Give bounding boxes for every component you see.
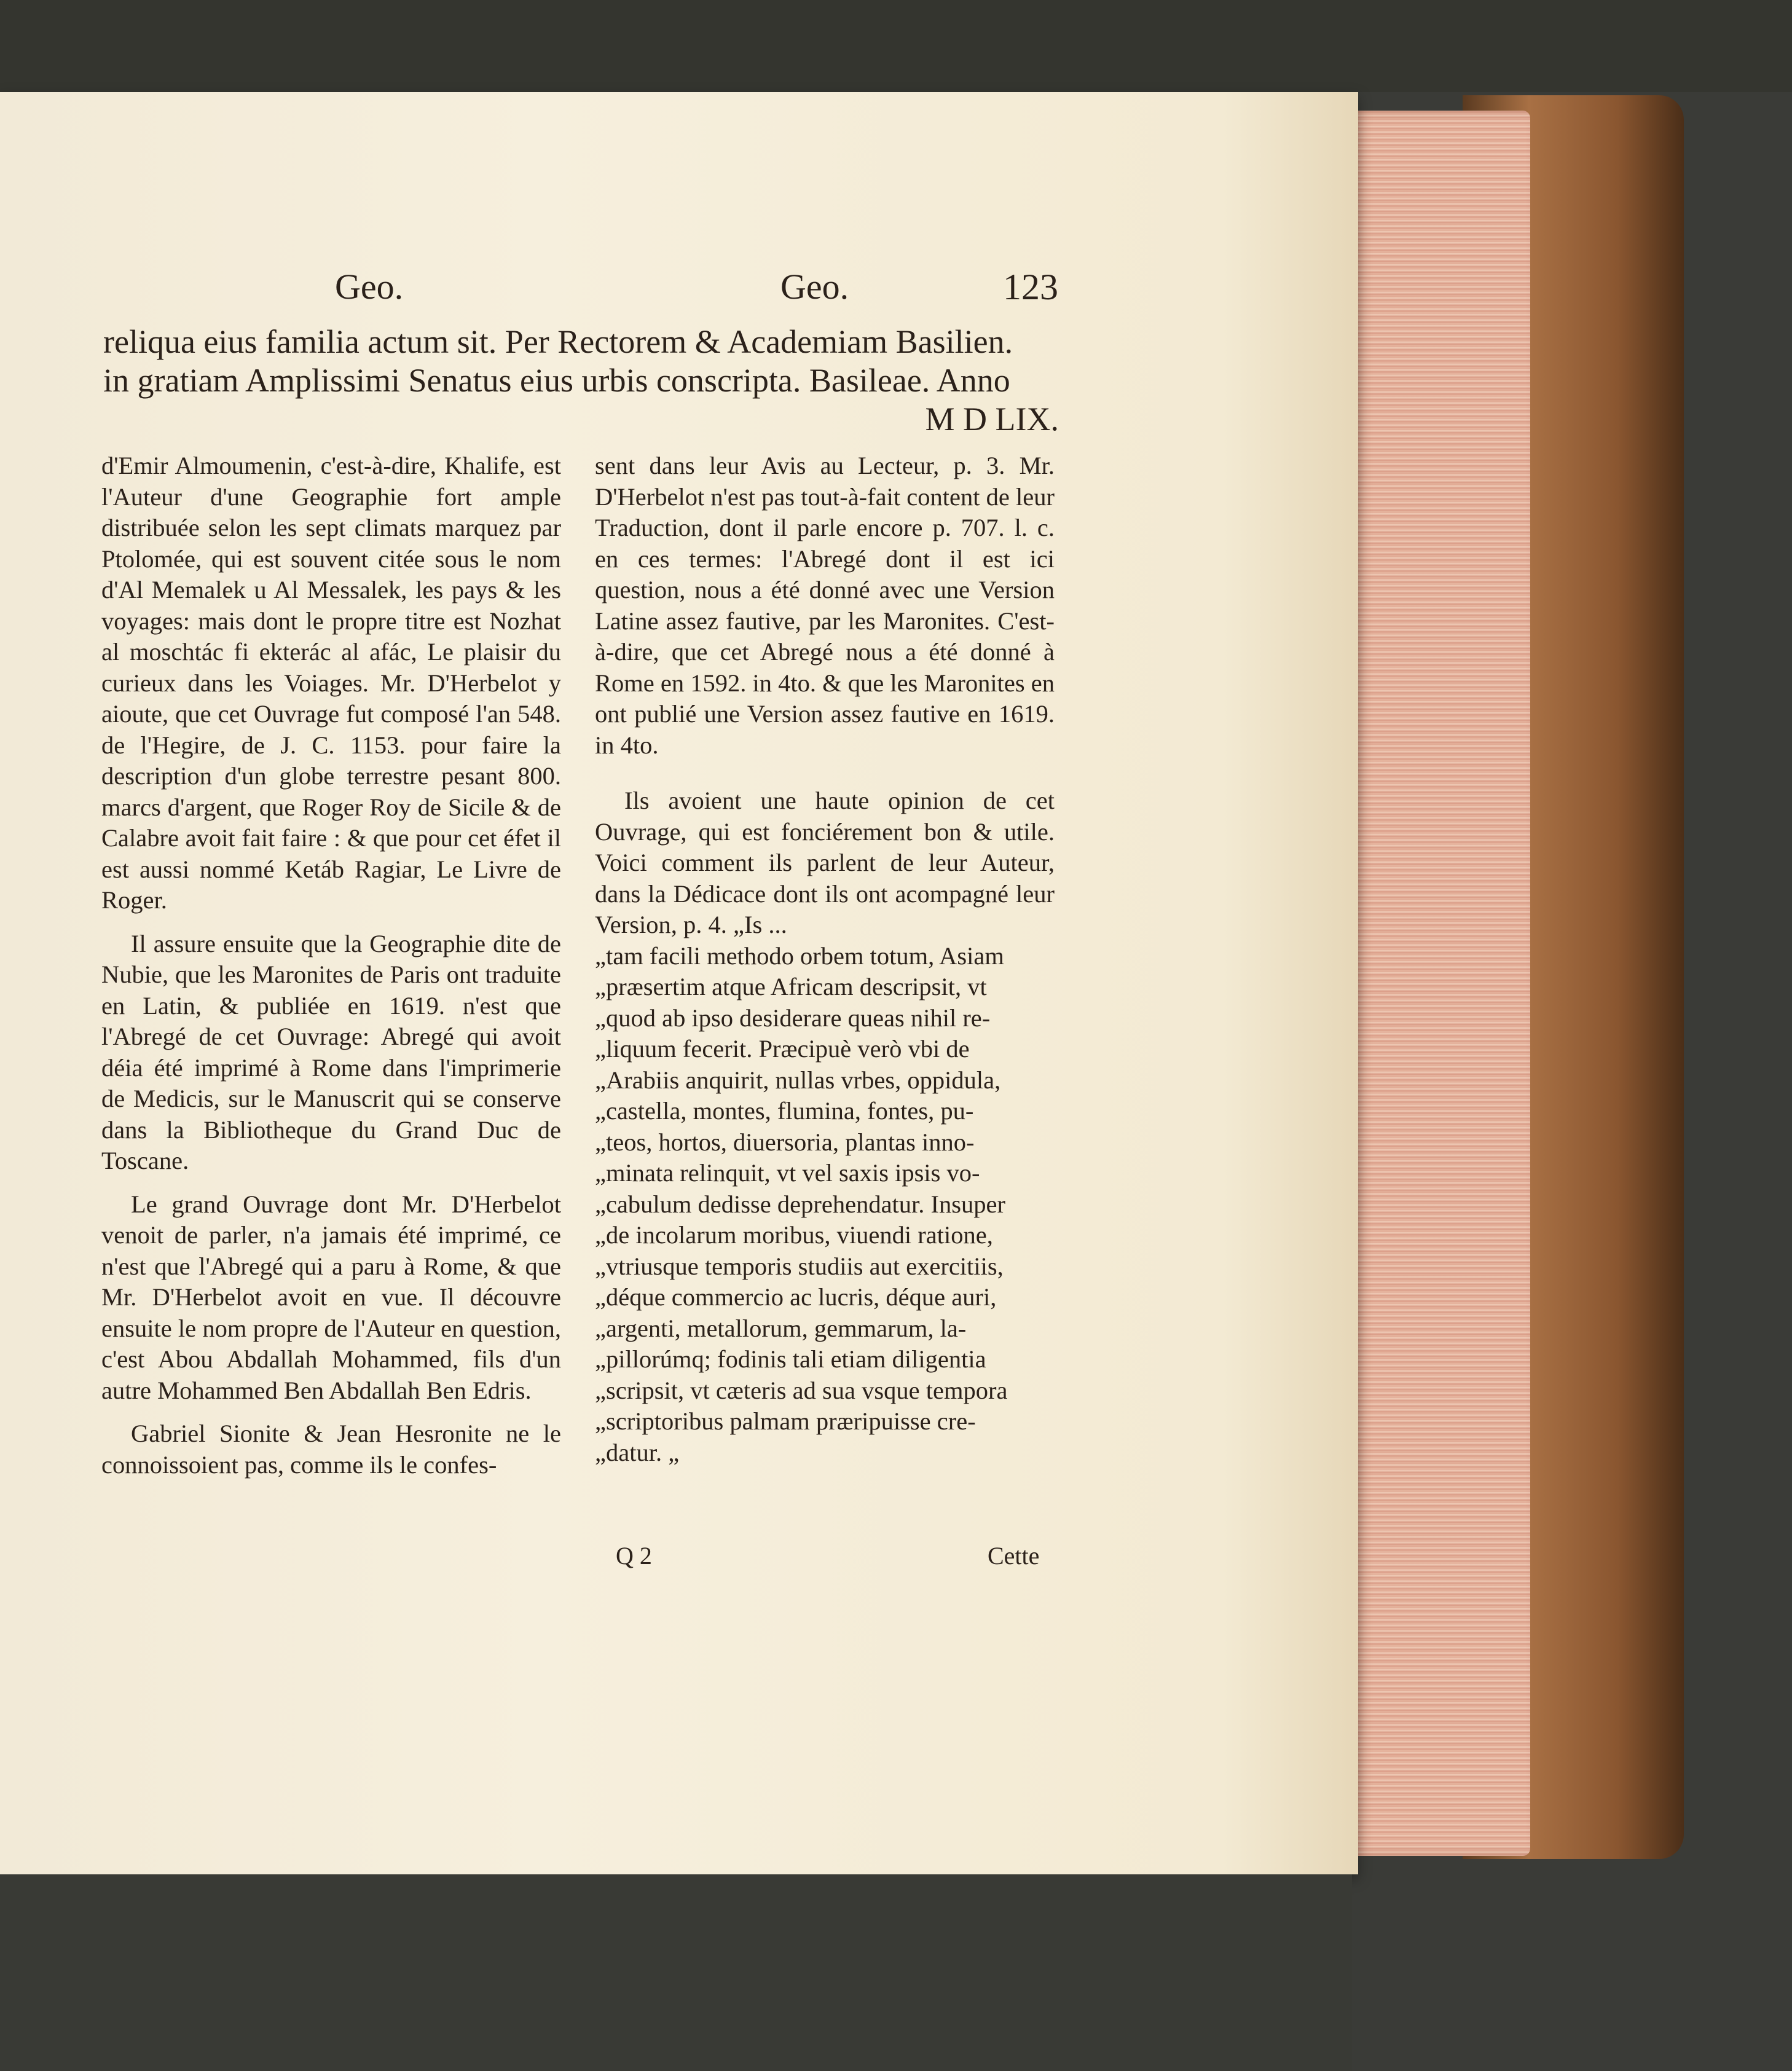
left-paragraph-3: Le grand Ouvrage dont Mr. D'Herbelot venoit de parler, n'a jamais été imprimé, ce n'est que l'Abregé qui a paru à Rome, & que Mr. D'Herbelot avoit en vue. Il découvre ensuite le nom propre de l'Auteur en question, c'est Abou Abdallah Mohammed, fils d'un autre Mohammed Ben Abdallah Ben Edris.	[101, 1190, 561, 1404]
quote-line: „scriptoribus palmam præripuisse cre-	[595, 1407, 976, 1435]
intro-line-3: M D LIX.	[925, 401, 1059, 438]
quote-line: „præsertim atque Africam descripsit, vt	[595, 973, 987, 1000]
quote-line: „teos, hortos, diuersoria, plantas inno-	[595, 1128, 975, 1156]
left-paragraph-2: Il assure ensuite que la Geographie dite de Nubie, que les Maronites de Paris ont traduite en Latin, & publiée en 1619. n'est que l'Abregé de cet Ouvrage: Abregé qui avoit déia été imprimé à Rome dans l'imprimerie de Medicis, sur le Manuscrit qui se conserve dans la Bibliotheque du Grand Duc de Toscane.	[101, 929, 561, 1174]
quote-line: „castella, montes, flumina, fontes, pu-	[595, 1097, 974, 1125]
quote-line: „minata relinquit, vt vel saxis ipsis vo-	[595, 1159, 980, 1187]
quote-line: „cabulum dedisse deprehendatur. Insuper	[595, 1190, 1006, 1218]
quote-line: „scripsit, vt cæteris ad sua vsque tempora	[595, 1376, 1008, 1404]
quote-line: „Arabiis anquirit, nullas vrbes, oppidula,	[595, 1066, 1001, 1094]
quote-line: „tam facili methodo orbem totum, Asiam	[595, 941, 1004, 970]
left-paragraph-4: Gabriel Sionite & Jean Hesronite ne le connoissoient pas, comme ils le confes-	[101, 1420, 561, 1479]
background-bottom	[0, 1874, 1352, 2071]
catchword: Cette	[988, 1542, 1040, 1570]
quote-line: „vtriusque temporis studiis aut exercitiis,	[595, 1252, 1004, 1280]
quote-line: „quod ab ipso desiderare queas nihil re-	[595, 1004, 991, 1032]
running-head-left: Geo.	[335, 267, 404, 307]
running-head-right: Geo.	[780, 267, 849, 307]
intro-line-2: in gratiam Amplissimi Senatus eius urbis conscripta. Basileae. Anno	[103, 362, 1010, 399]
signature-mark: Q 2	[616, 1542, 652, 1570]
right-paragraph-2: Ils avoient une haute opinion de cet Ouvrage, qui est fonciérement bon & utile. Voici comment ils parlent de leur Auteur, dans la Dédicace dont ils ont acompagné leur Version, p. 4. „Is ...	[595, 787, 1055, 938]
quote-line: „pillorúmq; fodinis tali etiam diligentia	[595, 1345, 986, 1373]
right-paragraph-1: sent dans leur Avis au Lecteur, p. 3. Mr. D'Herbelot n'est pas tout-à-fait content de leur Traduction, dont il parle encore p. 707. l. c. en ces termes: l'Abregé dont il est ici question, nous a été donné avec une Version Latine assez fautive, par les Maronites. C'est-à-dire, que cet Abregé nous a été donné à Rome en 1592. in 4to. & que les Maronites en ont publié une Version assez fautive en 1619. in 4to.	[595, 452, 1055, 759]
quote-line: „argenti, metallorum, gemmarum, la-	[595, 1314, 967, 1342]
quote-line: „déque commercio ac lucris, déque auri,	[595, 1283, 997, 1311]
intro-line-1: reliqua eius familia actum sit. Per Rectorem & Academiam Basilien.	[103, 323, 1013, 360]
latin-quote	[595, 941, 1055, 1469]
left-paragraph-1: d'Emir Almoumenin, c'est-à-dire, Khalife, est l'Auteur d'une Geographie fort ample distribuée selon les sept climats marquez par Ptolomée, qui est souvent citée sous le nom d'Al Memalek u Al Messalek, les pays & les voyages: mais dont le propre titre est Nozhat al moschtác fi ekterác al afác, Le plaisir du curieux dans les Voiages. Mr. D'Herbelot y aioute, que cet Ouvrage fut composé l'an 548. de l'Hegire, de J. C. 1153. pour faire la description d'un globe terrestre pesant 800. marcs d'argent, que Roger Roy de Sicile & de Calabre avoit fait faire : & que pour cet éfet il est aussi nommé Ketáb Ragiar, Le Livre de Roger.	[101, 452, 561, 914]
background-top	[0, 0, 1792, 92]
left-column	[101, 450, 561, 1493]
page-edges	[1352, 111, 1530, 1856]
quote-line: „de incolarum moribus, viuendi ratione,	[595, 1221, 993, 1249]
quote-line: „liquum fecerit. Præcipuè verò vbi de	[595, 1035, 970, 1063]
intro-block	[103, 323, 1059, 439]
quote-line: „datur. „	[595, 1438, 680, 1466]
right-column	[595, 450, 1055, 1468]
page-number: 123	[1003, 267, 1058, 307]
